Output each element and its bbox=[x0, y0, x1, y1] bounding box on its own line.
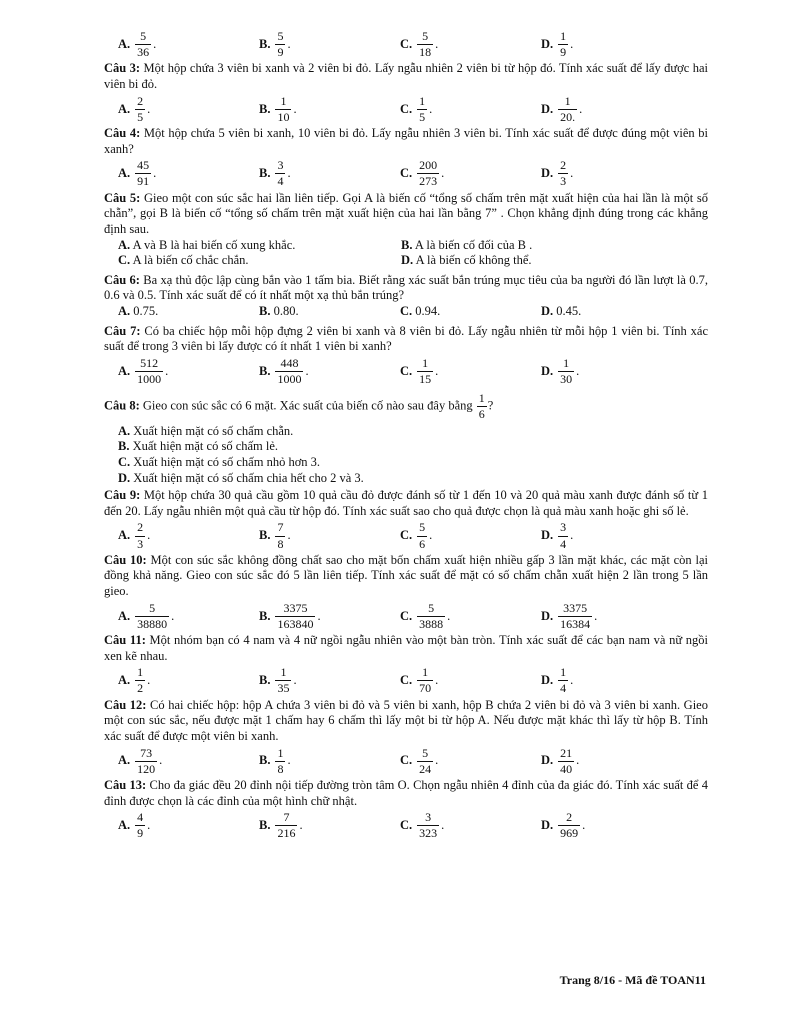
fraction-numerator: 1 bbox=[422, 355, 429, 370]
fraction-numerator: 2 bbox=[137, 93, 144, 108]
fraction-numerator: 1 bbox=[564, 93, 571, 108]
q4-option-a: A. $\frac{45}{91}$ . bbox=[118, 158, 157, 189]
q4-option-b: B. $\frac{3}{4}$ . bbox=[259, 158, 291, 189]
q8-fraction: $\frac{1}{6}$ bbox=[478, 391, 485, 422]
q3-option-a: A. $\frac{2}{5}$ . bbox=[118, 93, 151, 124]
option-fraction bbox=[417, 30, 433, 59]
option-fraction bbox=[558, 666, 568, 695]
q12-option-d: D. $\frac{21}{40}$ . bbox=[541, 745, 580, 776]
q3-option-d: D. $\frac{1}{20.}$ . bbox=[541, 93, 583, 124]
q4-option-c: C. $\frac{200}{273}$ . bbox=[400, 158, 445, 189]
q12-option-a: A. $\frac{73}{120}$ . bbox=[118, 745, 163, 776]
option-letter: D. bbox=[541, 673, 554, 688]
q6-option-b: B. 0.80. bbox=[259, 304, 299, 318]
q10-option-b: B. $\frac{3375}{163840}$ . bbox=[259, 600, 321, 631]
question-10 bbox=[104, 553, 708, 631]
question-12 bbox=[104, 698, 708, 776]
option-fraction bbox=[417, 666, 433, 695]
fraction-denominator: 163840 bbox=[277, 616, 314, 631]
option-fraction bbox=[417, 811, 439, 840]
question-4-text: Câu 4: Một hộp chứa 5 viên bi xanh, 10 viên bi đỏ. Lấy ngẫu nhiên 3 viên bi. Tính xác suất để được đúng một viên bi xanh? bbox=[104, 126, 708, 156]
option-letter: D. bbox=[541, 363, 554, 378]
question-12-text: Câu 12: Có hai chiếc hộp: hộp A chứa 3 viên bi đỏ và 5 viên bi xanh, hộp B chứa 2 viên bi đỏ và 3 viên bi xanh. Gieo một con súc sắc, nếu được mặt 1 chấm hay 6 chấm thì lấy một bi từ hộp A. Nếu được mặt khác thì lấy từ hộp B. Tính xác suất để được một viên bi xanh. bbox=[104, 697, 708, 743]
fraction-denominator: 3 bbox=[560, 174, 567, 189]
fraction-numerator: 3375 bbox=[563, 600, 588, 615]
fraction-denominator: 9 bbox=[137, 826, 144, 841]
fraction-denominator: 3 bbox=[137, 536, 144, 551]
fraction-denominator: 70 bbox=[419, 681, 432, 696]
question-11 bbox=[104, 633, 708, 696]
q9-option-b: B. $\frac{7}{8}$ . bbox=[259, 520, 291, 551]
q12-option-b: B. $\frac{1}{8}$ . bbox=[259, 745, 291, 776]
q11-option-c: C. $\frac{1}{70}$ . bbox=[400, 665, 439, 696]
fraction-denominator: 5 bbox=[419, 109, 426, 124]
q7-options bbox=[118, 357, 708, 386]
fraction-numerator: 5 bbox=[422, 29, 429, 43]
fraction-denominator: 5 bbox=[137, 109, 144, 124]
option-letter: A. bbox=[118, 36, 131, 51]
fraction-denominator: 4 bbox=[277, 174, 284, 189]
q9-options bbox=[118, 521, 708, 550]
q13-option-d: D. $\frac{2}{969}$ . bbox=[541, 810, 586, 841]
fraction-numerator: 512 bbox=[140, 355, 159, 370]
option-fraction bbox=[558, 747, 574, 776]
question-11-text: Câu 11: Một nhóm bạn có 4 nam và 4 nữ ngồi ngẫu nhiên vào một bàn tròn. Tính xác suất để các bạn nam và nữ ngồi xen kẽ nhau. bbox=[104, 633, 709, 663]
option-letter: D. bbox=[541, 528, 554, 543]
q10-option-a: A. $\frac{5}{38880}$ . bbox=[118, 600, 175, 631]
q13-options bbox=[118, 811, 708, 840]
q9-option-c: C. $\frac{5}{6}$ . bbox=[400, 520, 433, 551]
fraction-denominator: 6 bbox=[419, 536, 426, 551]
option-fraction bbox=[417, 521, 427, 550]
option-fraction bbox=[135, 666, 145, 695]
q4-options bbox=[118, 159, 708, 188]
q2-options bbox=[118, 30, 708, 59]
option-fraction bbox=[558, 602, 592, 631]
q4-option-d: D. $\frac{2}{3}$ . bbox=[541, 158, 574, 189]
fraction-numerator: 3 bbox=[560, 520, 567, 535]
option-letter: D. bbox=[541, 608, 554, 623]
q8-option-d: D. Xuất hiện mặt có số chấm chia hết cho 2 và 3. bbox=[118, 470, 364, 485]
q2-option-d: D. $\frac{1}{9}$ . bbox=[541, 29, 574, 60]
fraction-numerator: 1 bbox=[563, 355, 570, 370]
q3-option-b: B. $\frac{1}{10}$ . bbox=[259, 93, 297, 124]
option-letter: C. bbox=[400, 363, 413, 378]
q9-option-a: A. $\frac{2}{3}$ . bbox=[118, 520, 151, 551]
q6-options bbox=[118, 304, 708, 320]
fraction-denominator: 40 bbox=[560, 761, 573, 776]
question-9-text: Câu 9: Một hộp chứa 30 quả cầu gồm 10 quả cầu đỏ được đánh số từ 1 đến 10 và 20 quả màu xanh được đánh số từ 1 đến 20. Lấy ngẫu nhiên một quả cầu từ hộp đó. Tính xác suất sao cho quả được chọn là quả màu xanh hoặc ghi số lẻ. bbox=[104, 488, 708, 518]
option-letter: A. bbox=[118, 363, 131, 378]
question-3 bbox=[104, 61, 708, 124]
question-8 bbox=[104, 392, 708, 486]
fraction-numerator: 5 bbox=[428, 600, 435, 615]
fraction-numerator: 5 bbox=[140, 29, 147, 43]
option-fraction bbox=[135, 602, 169, 631]
option-fraction bbox=[558, 811, 580, 840]
question-13-text: Câu 13: Cho đa giác đều 20 đỉnh nội tiếp đường tròn tâm O. Chọn ngẫu nhiên 4 đỉnh của đa giác đó. Tính xác suất để 4 đỉnh được chọn là các đỉnh của một hình chữ nhật. bbox=[104, 777, 708, 808]
fraction-numerator: 1 bbox=[419, 93, 426, 108]
fraction-denominator: 24 bbox=[419, 761, 432, 776]
q8-options bbox=[118, 424, 708, 487]
fraction-numerator: 4 bbox=[137, 810, 144, 825]
option-letter: B. bbox=[259, 36, 271, 51]
q7-option-d: D. $\frac{1}{30}$ . bbox=[541, 355, 580, 387]
fraction-numerator: 448 bbox=[280, 355, 299, 370]
fraction-numerator: 73 bbox=[140, 745, 153, 760]
q11-option-d: D. $\frac{1}{4}$ . bbox=[541, 665, 574, 696]
option-letter: A. bbox=[118, 818, 131, 832]
fraction-numerator: 2 bbox=[137, 520, 144, 535]
fraction-numerator: 200 bbox=[419, 158, 438, 173]
q11-option-b: B. $\frac{1}{35}$ . bbox=[259, 665, 297, 696]
exam-page bbox=[104, 28, 708, 843]
option-fraction bbox=[558, 95, 577, 124]
fraction-denominator: 1000 bbox=[277, 372, 302, 387]
option-letter: C. bbox=[400, 101, 413, 116]
q12-options bbox=[118, 747, 708, 776]
option-letter: D. bbox=[541, 753, 554, 768]
option-fraction bbox=[417, 95, 427, 124]
fraction-numerator: 5 bbox=[419, 520, 426, 535]
fraction-numerator: 5 bbox=[277, 29, 284, 43]
option-letter: B. bbox=[259, 608, 271, 623]
fraction-numerator: 1 bbox=[280, 665, 287, 680]
question-10-text: Câu 10: Một con súc sắc không đồng chất sao cho mặt bốn chấm xuất hiện nhiều gấp 3 lần mặt khác, các mặt còn lại đồng khả năng. Gieo con súc sắc đó 5 lần liên tiếp. Tính xác suất để mặt có số chấm chẵn xuất hiện 2 lần trong 5 lần gieo. bbox=[104, 552, 708, 598]
fraction-numerator: 21 bbox=[560, 745, 573, 760]
option-letter: B. bbox=[259, 818, 271, 832]
option-letter: C. bbox=[400, 36, 413, 51]
option-fraction bbox=[275, 602, 315, 631]
q6-option-c: C. 0.94. bbox=[400, 304, 441, 318]
fraction-denominator: 8 bbox=[277, 536, 284, 551]
q13-option-b: B. $\frac{7}{216}$ . bbox=[259, 810, 303, 841]
fraction-numerator: 1 bbox=[560, 665, 567, 680]
fraction-numerator: 5 bbox=[422, 745, 429, 760]
option-fraction bbox=[275, 521, 285, 550]
fraction-denominator: 38880 bbox=[137, 616, 168, 631]
option-fraction bbox=[135, 357, 163, 386]
question-13 bbox=[104, 778, 708, 841]
fraction-denominator: 1000 bbox=[137, 372, 162, 387]
fraction-denominator: 20. bbox=[560, 109, 576, 124]
fraction-denominator: 4 bbox=[560, 681, 567, 696]
option-fraction bbox=[135, 95, 145, 124]
question-7-text: Câu 7: Có ba chiếc hộp mỗi hộp đựng 2 viên bi xanh và 8 viên bi đỏ. Lấy ngẫu nhiên từ mỗi hộp 1 viên bi. Tính xác suất để trong 3 viên bi lấy được có ít nhất 1 viên bi xanh? bbox=[104, 323, 709, 354]
q10-options bbox=[118, 602, 708, 631]
option-letter: C. bbox=[400, 528, 413, 543]
fraction-denominator: 9 bbox=[560, 45, 567, 60]
q5-option-c: C. A là biến cố chắc chắn. bbox=[118, 253, 249, 268]
fraction-numerator: 7 bbox=[283, 810, 290, 825]
fraction-denominator: 216 bbox=[277, 826, 296, 841]
option-letter: A. bbox=[118, 101, 131, 116]
option-letter: B. bbox=[259, 166, 271, 181]
fraction-denominator: 10 bbox=[277, 109, 290, 124]
option-letter: A. bbox=[118, 608, 131, 623]
question-5-text: Câu 5: Gieo một con súc sắc hai lần liên tiếp. Gọi A là biến cố “tổng số chấm trên mặt xuất hiện của hai lần là một số chẵn”, gọi B là biến cố “tổng số chấm trên mặt xuất hiện của hai lần bằng 7” . Chọn khẳng định đúng trong các khẳng định sau. bbox=[104, 190, 709, 236]
q8-option-b: B. Xuất hiện mặt có số chấm lẻ. bbox=[118, 439, 279, 454]
question-6 bbox=[104, 273, 708, 320]
fraction-denominator: 36 bbox=[137, 45, 150, 60]
q2-option-b: B. $\frac{5}{9}$ . bbox=[259, 29, 291, 60]
question-3-text: Câu 3: Một hộp chứa 3 viên bi xanh và 2 viên bi đỏ. Lấy ngẫu nhiên 2 viên bi từ hộp đó. Tính xác suất để lấy được hai viên bi đỏ. bbox=[104, 61, 708, 91]
fraction-numerator: 7 bbox=[277, 520, 284, 535]
option-letter: B. bbox=[259, 101, 271, 116]
fraction-numerator: 3 bbox=[425, 810, 432, 825]
q3-option-c: C. $\frac{1}{5}$ . bbox=[400, 93, 433, 124]
option-fraction bbox=[558, 357, 574, 386]
q11-options bbox=[118, 666, 708, 695]
fraction-denominator: 120 bbox=[137, 761, 156, 776]
fraction-denominator: 2 bbox=[137, 681, 144, 696]
q5-option-a: A. A và B là hai biến cố xung khắc. bbox=[118, 237, 296, 252]
option-fraction bbox=[275, 95, 291, 124]
q7-option-a: A. $\frac{512}{1000}$ . bbox=[118, 355, 169, 387]
q8-option-c: C. Xuất hiện mặt có số chấm nhỏ hơn 3. bbox=[118, 454, 321, 469]
fraction-denominator: 8 bbox=[277, 761, 284, 776]
fraction-numerator: 45 bbox=[137, 158, 150, 173]
option-fraction bbox=[275, 666, 291, 695]
q7-option-c: C. $\frac{1}{15}$ . bbox=[400, 355, 439, 387]
q5-options-row-2 bbox=[118, 253, 708, 269]
question-8-text: Câu 8: Gieo con súc sắc có 6 mặt. Xác suất của biến cố nào sau đây bằng $\frac{1}{6}$ ? bbox=[104, 391, 494, 422]
q5-option-b: B. A là biến cố đối của B . bbox=[401, 237, 533, 252]
option-fraction bbox=[275, 30, 285, 59]
q13-option-a: A. $\frac{4}{9}$ . bbox=[118, 810, 151, 841]
fraction-numerator: 2 bbox=[560, 158, 567, 173]
option-fraction bbox=[558, 521, 568, 550]
q12-option-c: C. $\frac{5}{24}$ . bbox=[400, 745, 439, 776]
fraction-denominator: 4 bbox=[560, 536, 567, 551]
q11-option-a: A. $\frac{1}{2}$ . bbox=[118, 665, 151, 696]
option-fraction bbox=[135, 30, 151, 59]
q8-option-a: A. Xuất hiện mặt có số chấm chẵn. bbox=[118, 423, 294, 438]
option-letter: D. bbox=[541, 818, 554, 832]
question-4 bbox=[104, 126, 708, 189]
q6-option-a: A. 0.75. bbox=[118, 304, 159, 318]
fraction-denominator: 91 bbox=[137, 174, 150, 189]
fraction-numerator: 3375 bbox=[283, 600, 308, 615]
q6-option-d: D. 0.45. bbox=[541, 304, 582, 318]
option-fraction bbox=[275, 159, 285, 188]
question-6-text: Câu 6: Ba xạ thủ độc lập cùng bắn vào 1 tấm bia. Biết rằng xác suất bắn trúng mục tiêu của ba người đó lần lượt là 0.7, 0.6 và 0.5. Tính xác suất để có ít nhất một xạ thủ bắn trúng? bbox=[104, 272, 708, 303]
option-letter: C. bbox=[400, 608, 413, 623]
fraction-numerator: 5 bbox=[149, 600, 156, 615]
option-fraction bbox=[135, 521, 145, 550]
option-letter: D. bbox=[541, 101, 554, 116]
q10-option-c: C. $\frac{5}{3888}$ . bbox=[400, 600, 451, 631]
fraction-numerator: 1 bbox=[277, 745, 284, 760]
question-5 bbox=[104, 191, 708, 269]
fraction-numerator: 1 bbox=[137, 665, 144, 680]
option-letter: A. bbox=[118, 673, 131, 688]
option-fraction bbox=[275, 747, 285, 776]
fraction-denominator: 16384 bbox=[560, 616, 591, 631]
fraction-denominator: 18 bbox=[419, 45, 432, 60]
fraction-numerator: 3 bbox=[277, 158, 284, 173]
option-letter: C. bbox=[400, 166, 413, 181]
option-fraction bbox=[417, 357, 433, 386]
option-fraction bbox=[558, 159, 568, 188]
q5-option-d: D. A là biến cố không thể. bbox=[401, 253, 532, 268]
option-letter: A. bbox=[118, 166, 131, 181]
q13-option-c: C. $\frac{3}{323}$ . bbox=[400, 810, 445, 841]
option-fraction bbox=[417, 602, 445, 631]
option-fraction bbox=[135, 747, 157, 776]
option-fraction bbox=[558, 30, 568, 59]
option-fraction bbox=[275, 811, 297, 840]
option-fraction bbox=[417, 747, 433, 776]
q2-option-c: C. $\frac{5}{18}$ . bbox=[400, 29, 439, 60]
q10-option-d: D. $\frac{3375}{16384}$ . bbox=[541, 600, 598, 631]
option-letter: A. bbox=[118, 528, 131, 543]
q3-options bbox=[118, 95, 708, 124]
option-fraction bbox=[135, 811, 145, 840]
option-letter: C. bbox=[400, 753, 413, 768]
option-fraction bbox=[275, 357, 303, 386]
question-9 bbox=[104, 488, 708, 551]
option-letter: C. bbox=[400, 673, 413, 688]
option-letter: D. bbox=[541, 36, 554, 51]
option-letter: C. bbox=[400, 818, 413, 832]
option-letter: B. bbox=[259, 363, 271, 378]
option-fraction bbox=[417, 159, 439, 188]
option-letter: A. bbox=[118, 753, 131, 768]
fraction-denominator: 15 bbox=[419, 372, 432, 387]
option-letter: B. bbox=[259, 673, 271, 688]
q9-option-d: D. $\frac{3}{4}$ . bbox=[541, 520, 574, 551]
fraction-numerator: 1 bbox=[280, 93, 287, 108]
fraction-denominator: 35 bbox=[277, 681, 290, 696]
fraction-denominator: 323 bbox=[419, 826, 438, 841]
fraction-denominator: 969 bbox=[560, 826, 579, 841]
option-letter: B. bbox=[259, 753, 271, 768]
q5-options-row-1 bbox=[118, 238, 708, 254]
option-letter: D. bbox=[541, 166, 554, 181]
q2-option-a: A. $\frac{5}{36}$ . bbox=[118, 29, 157, 60]
fraction-denominator: 273 bbox=[419, 174, 438, 189]
question-7 bbox=[104, 324, 708, 387]
fraction-numerator: 1 bbox=[560, 29, 567, 43]
fraction-numerator: 1 bbox=[422, 665, 429, 680]
page-footer: Trang 8/16 - Mã đề TOAN11 bbox=[559, 973, 706, 987]
option-letter: B. bbox=[259, 528, 271, 543]
fraction-denominator: 30 bbox=[560, 372, 573, 387]
fraction-numerator: 2 bbox=[566, 810, 573, 825]
fraction-denominator: 3888 bbox=[419, 616, 444, 631]
fraction-denominator: 9 bbox=[277, 45, 284, 60]
q7-option-b: B. $\frac{448}{1000}$ . bbox=[259, 355, 309, 387]
option-fraction bbox=[135, 159, 151, 188]
